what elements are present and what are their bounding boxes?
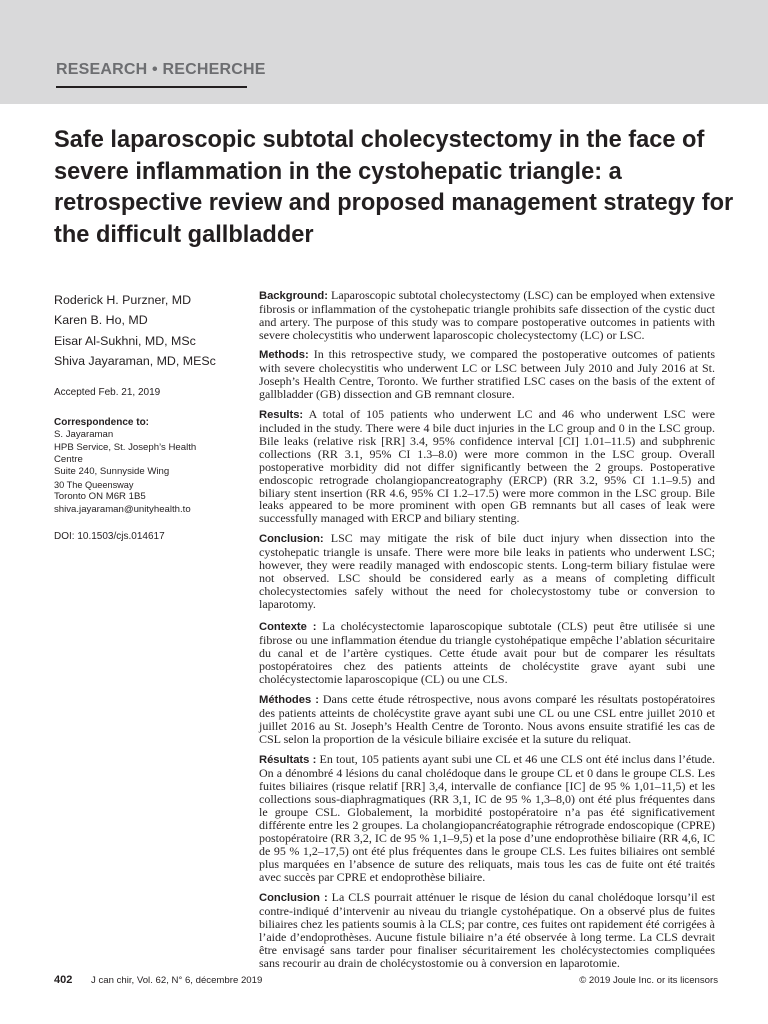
abstract (259, 289, 715, 977)
copyright-notice: © 2019 Joule Inc. or its licensors (579, 975, 718, 986)
accepted-date: Accepted Feb. 21, 2019 (54, 387, 161, 399)
abstract-en-background (259, 289, 715, 342)
abstract-fr-methodes (259, 693, 715, 746)
correspondence-address: 30 The Queensway (54, 479, 134, 490)
abstract-label: Méthodes : (259, 694, 319, 707)
abstract-fr-conclusion (259, 891, 715, 970)
abstract-text: A total of 105 patients who underwent LC and 46 who underwent LSC were included in the study. There were 4 bile duct injuries in the LC group and 0 in the LSC group. Bile leaks (relative risk [RR] 3.4, 95% confidence interval [CI] 1.01–11.5) and subphrenic collections (RR 3.1, 95% CI 1.3–8.0) were more common in the LSC group. Overall postoperative morbidity did not differ significantly between the 2 groups. Postoperative endoscopic retrograde cholangiopancreatography (ERCP) (RR 3.2, 95% CI 1.1–9.5) and biliary stent insertion (RR 4.6, 95% CI 1.2–17.5) were more common in the LSC group. Bile leaks appeared to be more prominent with open GB remnants but all cases of leak were successfully managed with ERCP and biliary stenting. (259, 406, 716, 526)
article-metadata (54, 290, 244, 543)
abstract-label: Contexte : (259, 621, 317, 634)
abstract-fr-resultats (259, 753, 715, 884)
abstract-text: Dans cette étude rétrospective, nous avons comparé les résultats postopératoires des patients atteints de cholécystite grave ayant subi une CL ou une CSL entre juillet 2010 et juillet 2016 au St. Joseph’s Health Centre de Toronto. Nous avons ensuite stratifié les cas de CSL selon la proportion de la vésicule biliaire excisée et la suture du reliquat. (259, 692, 716, 747)
doi: DOI: 10.1503/cjs.014617 (54, 531, 165, 543)
correspondence-address: Toronto ON M6R 1B5 (54, 491, 146, 503)
abstract-text: En tout, 105 patients ayant subi une CL et 46 une CLS ont été inclus dans l’étude. On a dénombré 4 lésions du canal cholédoque dans le groupe CL et 0 dans le groupe CLS. Les fuites biliaires (risque relatif [RR] 3,4, intervalle de confiance [IC] de 95 % 1,01–11,5) et les collections sous-diaphragmatiques (RR 3,1, IC de 95 % 1,3–8,0) ont été plus fréquentes dans le groupe CSL. Globalement, la morbidité postopératoire n’a pas été significativement différente entre les 2 groupes. La cholangiopancréatographie rétrograde endoscopique (CPRE) postopératoire (RR 3,2, IC de 95 % 1,1–9,5) et la pose d’une endoprothèse biliaire (RR 4,6, IC de 95 % 1,2–17,5) ont été plus fréquentes dans le groupe CLS. Les fuites biliaires ont semblé plus marquées en l’absence de suture des reliquats, mais tous les cas de fuite ont été traités avec succès par CPRE et endoprothèse biliaire. (259, 752, 715, 884)
article-title: Safe laparoscopic subtotal cholecystectomy in the face of severe inflammation in the cystohepatic triangle: a retrospective review and proposed management strategy for the difficult gallbladder (54, 127, 734, 248)
page-footer (54, 974, 718, 988)
section-divider (56, 86, 247, 88)
author-name: Roderick H. Purzner, MD (54, 293, 192, 307)
abstract-label: Résultats : (259, 754, 317, 767)
abstract-label: Conclusion : (259, 891, 328, 904)
author-name: Karen B. Ho, MD (54, 313, 148, 328)
abstract-text: In this retrospective study, we compared the postoperative outcomes of patients with severe cholecystitis who underwent LC or LSC between July 2010 and July 2016 at St. Joseph’s Health Centre, Toronto. We further stratified LSC cases on the basis of the extent of gallbladder (GB) dissection and GB remnant closure. (259, 347, 715, 402)
abstract-label: Background: (259, 290, 328, 302)
section-label: RESEARCH • RECHERCHE (56, 61, 266, 78)
abstract-text: Laparoscopic subtotal cholecystectomy (LSC) can be employed when extensive fibrosis or inflammation of the cystohepatic triangle prohibits safe dissection of the cystic duct and artery. The purpose of this study was to compare postoperative outcomes in patients with severe cholecystitis who underwent laparoscopic cholecystectomy (LC) or LSC. (259, 288, 715, 342)
abstract-text: La CLS pourrait atténuer le risque de lésion du canal cholédoque lorsqu’il est contre-indiqué d’intervenir au niveau du triangle cystohépatique. On a observé plus de fuites biliaires chez les patients soumis à la CLS; par contre, ces fuites ont rapidement été corrigées à l’aide d’endoprothèses. Aucune fistule biliaire n’a été observée à long terme. La CLS devrait être envisagé sans tarder pour finaliser sécuritairement les cholécystectomies compliquées sans recourir au drain de cholécystostomie ou à conversion en laparotomie. (259, 889, 716, 970)
correspondence-email: shiva.jayaraman@unityhealth.to (54, 503, 191, 515)
correspondence-address: Suite 240, Sunnyside Wing (54, 466, 170, 478)
header-band (0, 0, 768, 104)
abstract-en-methods (259, 348, 715, 401)
page-number: 402 (54, 974, 73, 986)
correspondence-address: HPB Service, St. Joseph’s Health (54, 441, 197, 453)
abstract-label: Conclusion: (259, 532, 324, 545)
journal-citation: J can chir, Vol. 62, N° 6, décembre 2019 (91, 975, 263, 986)
abstract-fr-contexte (259, 620, 715, 686)
correspondence-address: Centre (54, 454, 83, 465)
abstract-en-results (259, 408, 715, 526)
correspondence-name: S. Jayaraman (54, 429, 114, 441)
abstract-text: LSC may mitigate the risk of bile duct injury when dissection into the cystohepatic triangle is unsafe. There were more bile leaks in patients who underwent LSC; however, they were readily managed with endoscopic stents. Long-term biliary fistulae were not observed. LSC should be considered early as a means of completing difficult cholecystectomies safely without the need for cholecystostomy tube or conversion to laparotomy. (259, 530, 716, 611)
abstract-en-conclusion (259, 532, 715, 611)
abstract-label: Methods: (259, 349, 309, 362)
correspondence-heading: Correspondence to: (54, 417, 150, 429)
abstract-label: Results: (259, 408, 304, 421)
author-name: Eisar Al-Sukhni, MD, MSc (54, 333, 196, 348)
author-name: Shiva Jayaraman, MD, MESc (54, 353, 216, 368)
abstract-text: La cholécystectomie laparoscopique subtotale (CLS) peut être utilisée si une fibrose ou une inflammation étendue du triangle cystohépatique empêche l’ablation sécuritaire du canal et de l’artère cystiques. Cette étude avait pour but de comparer les résultats postopératoires chez des patients atteints de cholécystite grave ayant subi une cholécystectomie laparoscopique (CL) ou une CLS. (259, 619, 716, 687)
